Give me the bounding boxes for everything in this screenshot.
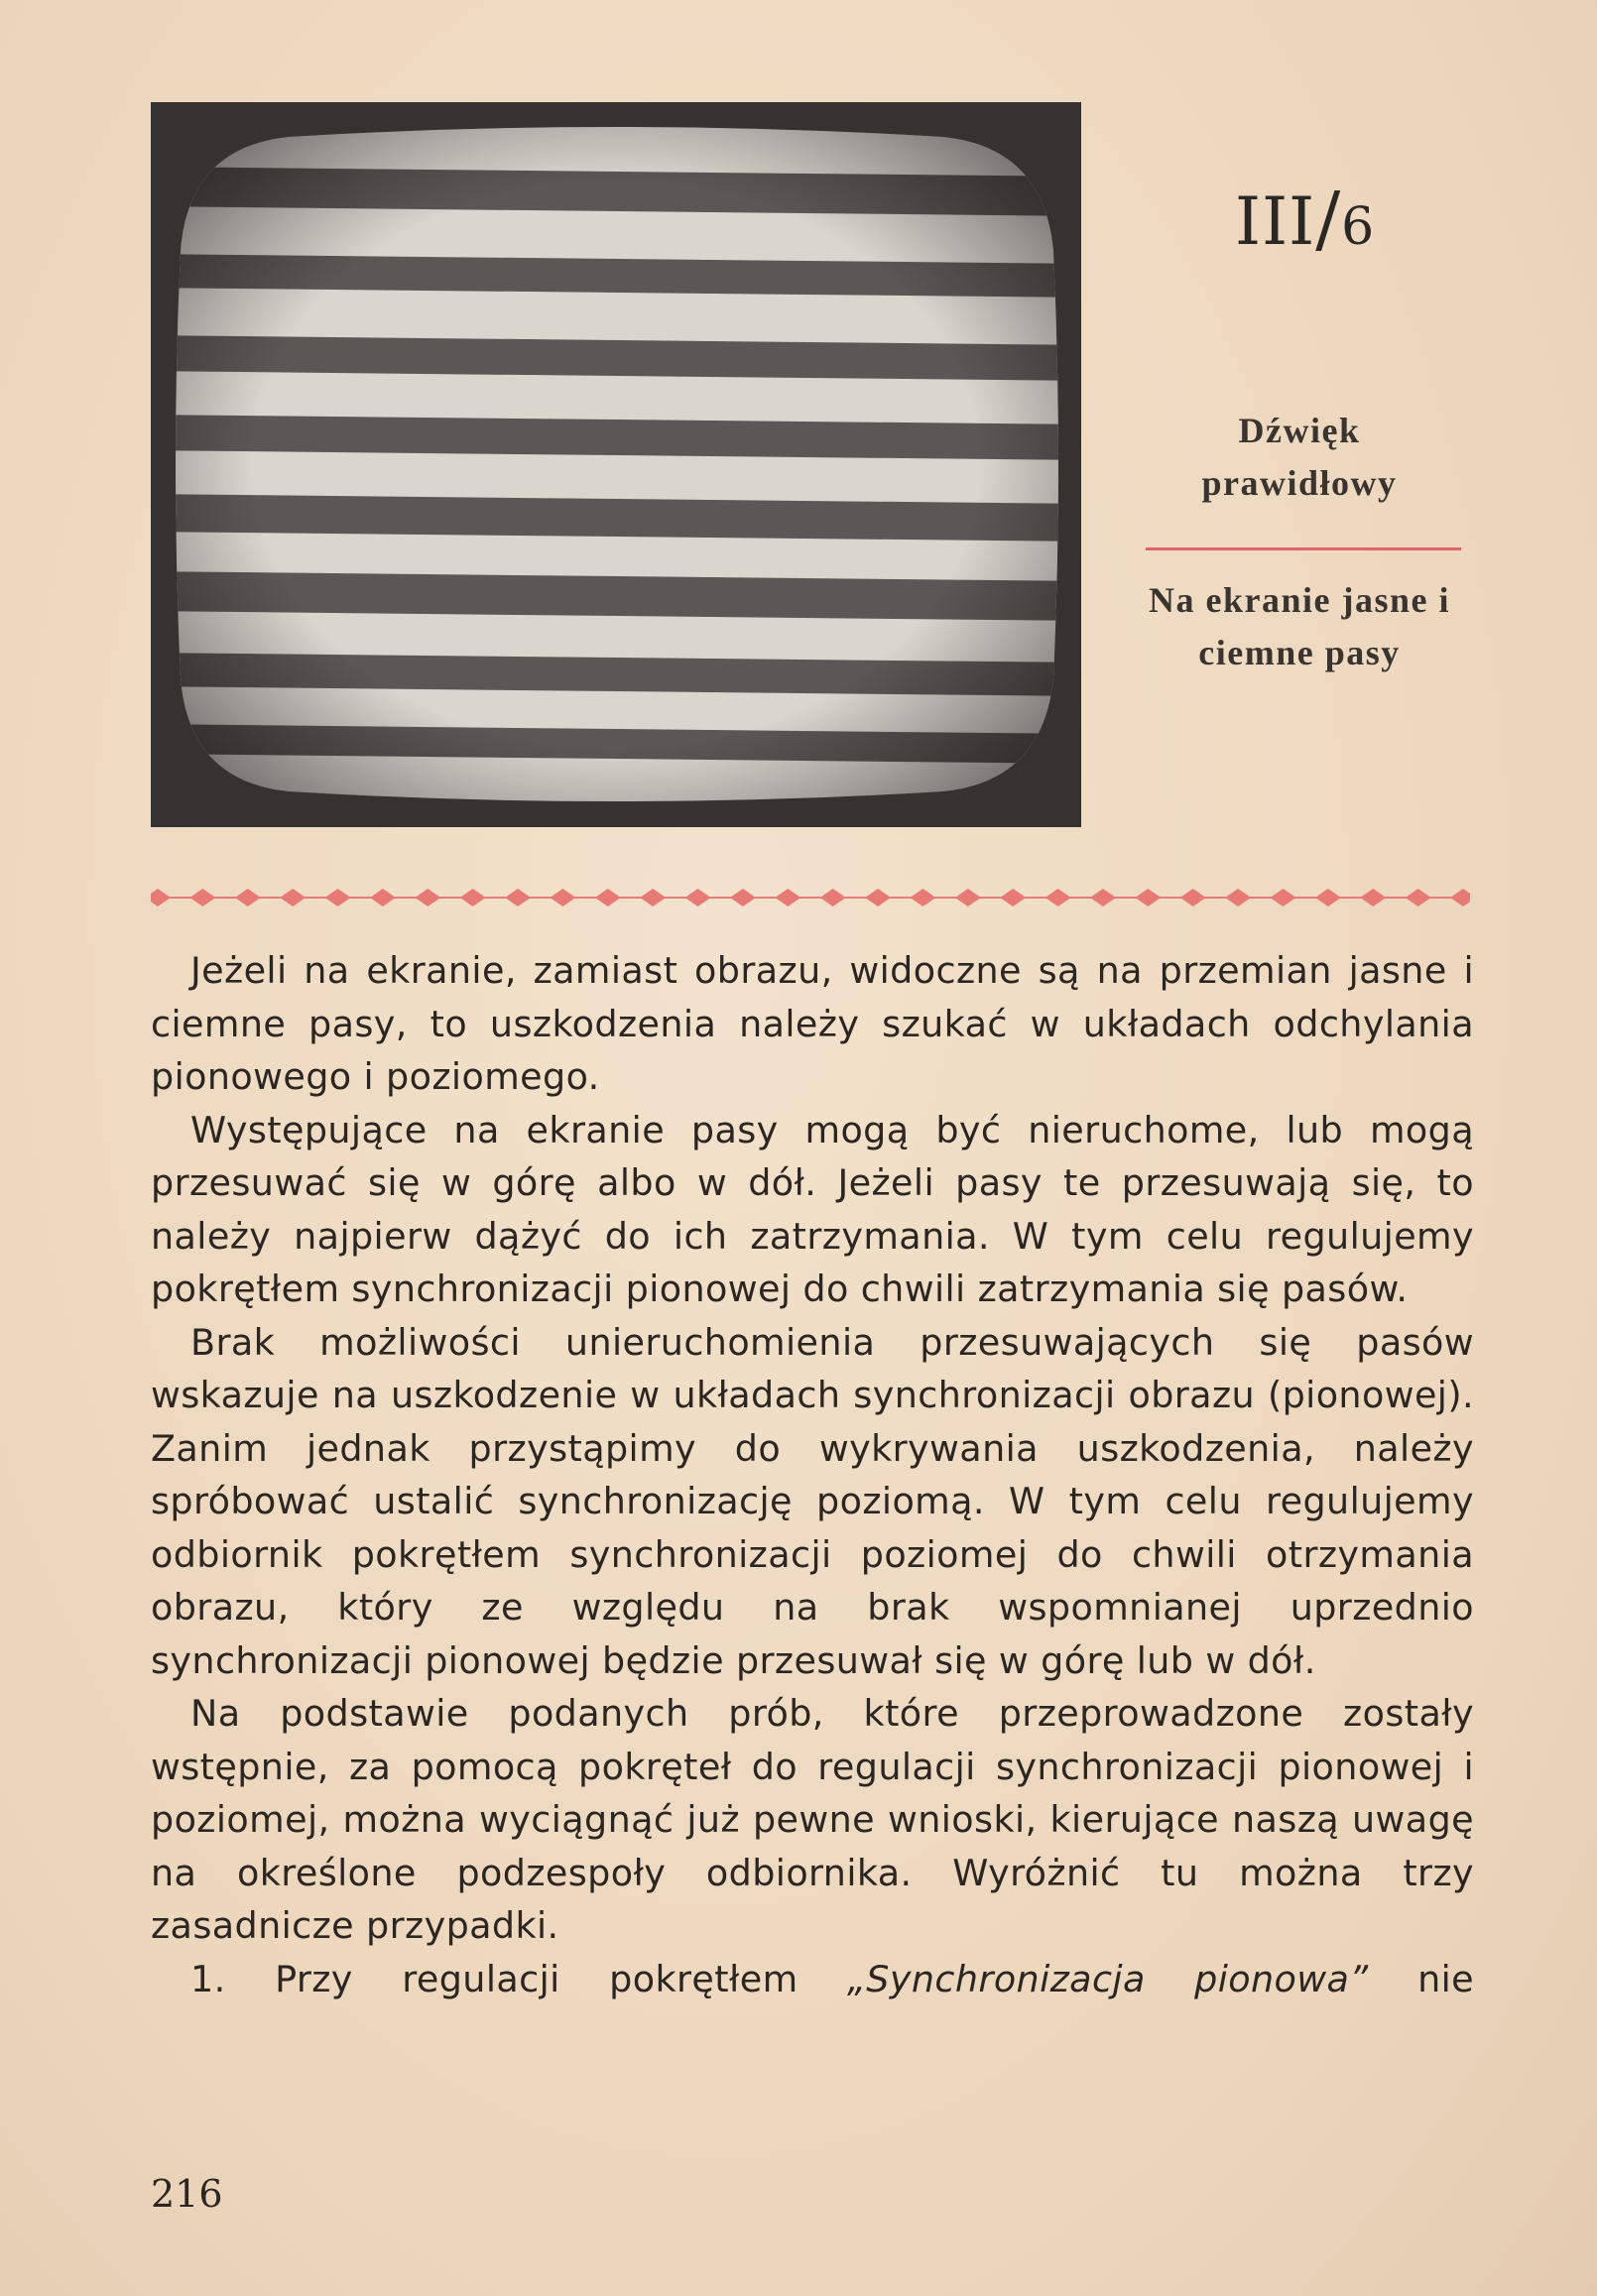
ornament-diamond [370, 889, 396, 906]
ornament-diamond [1315, 889, 1341, 906]
paragraph-5-start: 1. Przy regulacji pokrętłem [190, 1957, 847, 2000]
ornament-diamond [1135, 889, 1161, 906]
ornament-diamond [910, 889, 935, 906]
ornament-diamond [151, 889, 171, 906]
ornament-diamond [820, 889, 846, 906]
page-number: 216 [151, 2172, 223, 2216]
paragraph-1: Jeżeli na ekranie, zamiast obrazu, widoczne są na przemian jasne i ciemne pasy, to uszkodzenia należy szukać w układach odchylania pionowego i poziomego. [151, 949, 1474, 1098]
section-code-main: III [1235, 183, 1316, 260]
paragraph-5-end: nie [1368, 1957, 1475, 2000]
paragraph-4: Na podstawie podanych prób, które przeprowadzone zostały wstępnie, za pomocą pokręteł do regulacji synchronizacji pionowej i poziomej, można wyciągnąć już pewne wnioski, kierujące naszą uwagę na określone podzespoły odbiornika. Wyróżnić tu można trzy zasadnicze przypadki. [151, 1692, 1474, 1947]
ornament-diamond [1406, 889, 1431, 906]
ornament-diamond [955, 889, 981, 906]
ornament-diamond [1045, 889, 1071, 906]
ornament-diamond [460, 889, 486, 906]
ornament-diamond [685, 889, 711, 906]
paragraph-5 [151, 1953, 1474, 2006]
section-code-slash: / [1315, 177, 1342, 262]
ornament-diamond [325, 889, 351, 906]
ornament-diamond [415, 889, 440, 906]
ornament-diamond [640, 889, 666, 906]
ornament-diamond [1450, 889, 1470, 906]
ornament-diamond [189, 889, 215, 906]
symptom-title: Na ekranie jasne i ciemne pasy [1149, 580, 1450, 672]
ornament-diamond [865, 889, 891, 906]
ornament-diamond [505, 889, 531, 906]
tv-screen-photo [151, 102, 1081, 827]
ornament-diamond [550, 889, 575, 906]
ornament-diamond [1000, 889, 1026, 906]
ornament-diamond [1360, 889, 1386, 906]
section-code-sub: 6 [1341, 197, 1376, 257]
ornament-diamond [775, 889, 800, 906]
ornament-diamond [595, 889, 621, 906]
control-name-vertical-sync: „Synchronizacja pionowa” [847, 1957, 1369, 2000]
ornament-diamond [1225, 889, 1251, 906]
ornament-diamond [1180, 889, 1206, 906]
red-divider [1146, 547, 1461, 550]
section-code [1235, 177, 1394, 262]
ornament-diamond [1270, 889, 1295, 906]
ornament-diamond [235, 889, 261, 906]
ornament-diamond [280, 889, 306, 906]
article-body [151, 944, 1474, 2005]
ornament-diamond [1090, 889, 1116, 906]
sound-status-title: Dźwięk prawidłowy [1201, 411, 1398, 503]
diamond-ornament-divider [151, 886, 1470, 909]
paragraph-3: Brak możliwości unieruchomienia przesuwających się pasów wskazuje na uszkodzenie w układach synchronizacji obrazu (pionowej). Zanim jednak przystąpimy do wykrywania uszkodzenia, należy spróbować ustalić synchronizację poziomą. W tym celu regulujemy odbiornik pokrętłem synchronizacji poziomej do chwili otrzymania obrazu, który ze względu na brak wspomnianej uprzednio synchronizacji pionowej będzie przesuwał się w górę lub w dół. [151, 1320, 1474, 1682]
ornament-diamond [730, 889, 756, 906]
paragraph-2: Występujące na ekranie pasy mogą być nieruchome, lub mogą przesuwać się w górę albo w dół. Jeżeli pasy te przesuwają się, to należy najpierw dążyć do ich zatrzymania. W tym celu regulujemy pokrętłem synchronizacji pionowej do chwili zatrzymania się pasów. [151, 1108, 1474, 1310]
